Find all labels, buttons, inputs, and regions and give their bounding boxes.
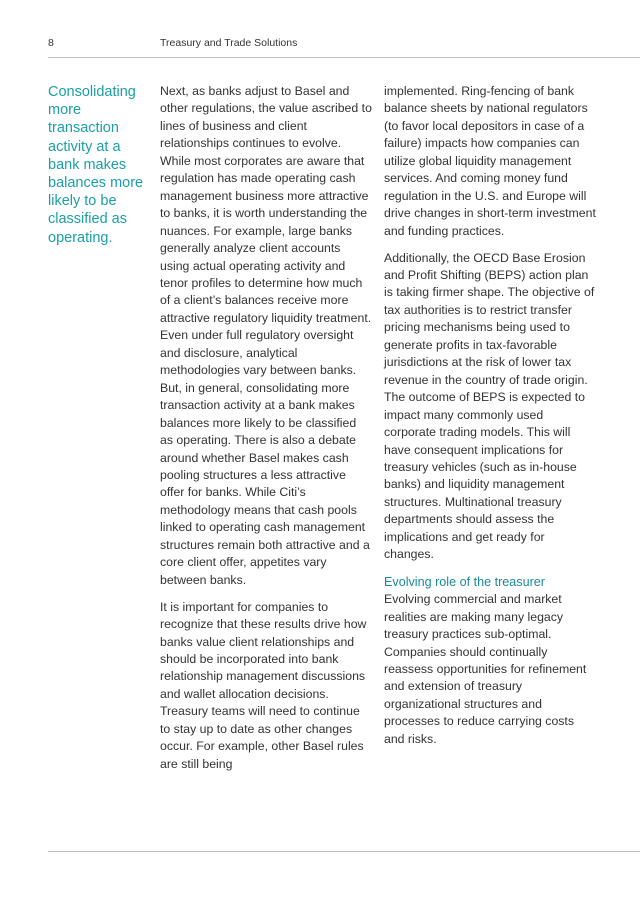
text-column-2	[384, 83, 596, 748]
paragraph: Evolving commercial and market realities are making many legacy treasury practices sub-optimal. Companies should continually reassess opportunities for refinement and extension of treasury organizational structures and processes to reduce carrying costs and risks.	[384, 592, 587, 746]
page-number: 8	[48, 37, 54, 49]
text-column-1	[160, 83, 372, 773]
paragraph: implemented. Ring-fencing of bank balance sheets by national regulators (to favor local depositors in case of a failure) impacts how companies can utilize global liquidity management services. And coming money fund regulation in the U.S. and Europe will drive changes in short-term investment and funding practices.	[384, 84, 596, 238]
running-title: Treasury and Trade Solutions	[160, 37, 298, 49]
header-rule	[48, 57, 640, 58]
paragraph: It is important for companies to recognize that these results drive how banks value client relationships and should be incorporated into bank relationship management discussions and wallet allocation decisions. Treasury teams will need to continue to stay up to date as other changes occur. For example, other Basel rules are still being	[160, 599, 367, 771]
section-subheading: Evolving role of the treasurer	[384, 574, 546, 589]
footer-rule	[48, 851, 640, 852]
paragraph: Next, as banks adjust to Basel and other regulations, the value ascribed to lines of business and client relationships continues to evolve. While most corporates are aware that regulation has made operating cash management business more attractive to banks, it is worth understanding the nuances. For example, large banks generally analyze client accounts using actual operating activity and tenor profiles to determine how much of a client’s balances receive more attractive regulatory liquidity treatment. Even under full regulatory oversight and disclosure, analytical methodologies vary between banks. But, in general, consolidating more transaction activity at a bank makes balances more likely to be classified as operating. There is also a debate around whether Basel makes cash pooling structures a less attractive offer for banks. While Citi’s methodology means that cash pools linked to operating cash management structures remain both attractive and a core client offer, appetites vary between banks.	[160, 84, 372, 587]
pull-quote: Consolidating more transaction activity at a bank makes balances more likely to be classified as operating.	[48, 84, 144, 246]
page-header	[0, 0, 640, 57]
paragraph: Additionally, the OECD Base Erosion and Profit Shifting (BEPS) action plan is taking firmer shape. The objective of tax authorities is to restrict transfer pricing mechanisms being used to generate profits in tax-favorable jurisdictions at the risk of lower tax revenue in the country of trade origin. The outcome of BEPS is expected to impact many commonly used corporate trading models. This will have consequent implications for treasury vehicles (such as in-house banks) and liquidity management structures. Multinational treasury departments should assess the implications and get ready for changes.	[384, 250, 595, 562]
